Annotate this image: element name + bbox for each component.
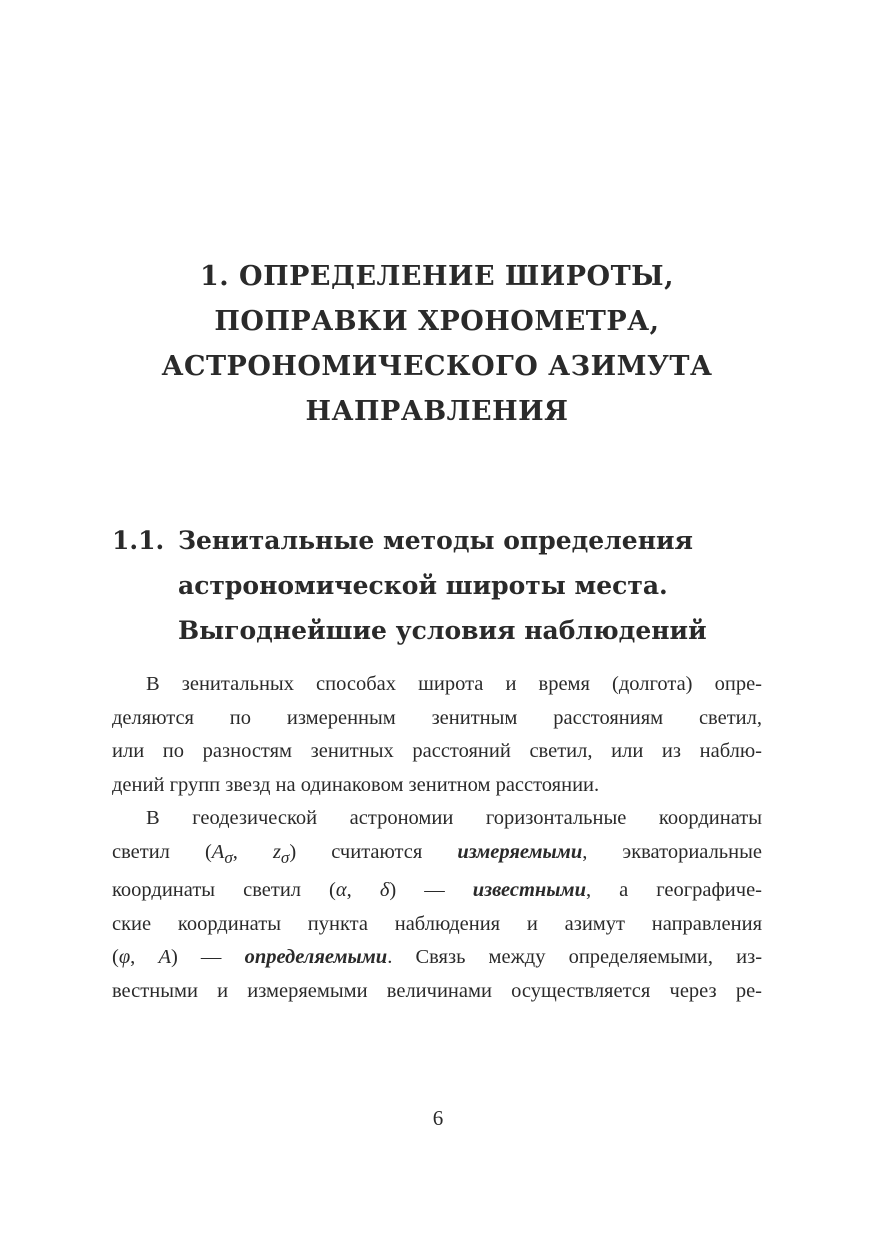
text-line: [112, 874, 762, 908]
chapter-title-line: АСТРОНОМИЧЕСКОГО АЗИМУТА: [161, 351, 713, 382]
paragraph: [112, 668, 762, 802]
math-symbol: A: [211, 840, 225, 863]
text-run: ) считаются: [289, 840, 458, 863]
text-line: В зенитальных способах широта и время (долгота) опре-: [146, 673, 762, 695]
text-run: . Связь между определяемыми, из-: [387, 946, 763, 969]
text-line: ские координаты пункта наблюдения и азимут направления: [112, 912, 762, 935]
emphasized-term: известными: [472, 879, 586, 902]
text-run: , а географиче-: [585, 879, 762, 902]
math-symbol: φ: [118, 946, 131, 969]
section-title-line: Выгоднейшие условия наблюдений: [178, 616, 707, 645]
text-line: В геодезической астрономии горизонтальные координаты: [146, 807, 762, 829]
text-run: ) —: [170, 946, 245, 969]
text-run: ,: [130, 946, 159, 969]
text-run: , экваториальные: [582, 840, 762, 863]
section-title-line: астрономической широты места.: [178, 571, 668, 600]
math-symbol: z: [272, 840, 281, 863]
math-subscript: σ: [224, 847, 233, 867]
text-line: деляются по измеренным зенитным расстояниям светил,: [112, 706, 762, 729]
section-number: 1.1.: [112, 526, 165, 555]
section-title-line: Зенитальные методы определения: [178, 526, 694, 555]
chapter-title: [110, 254, 764, 434]
text-run: ,: [346, 879, 380, 902]
math-symbol: α: [335, 879, 347, 902]
chapter-title-line: НАПРАВЛЕНИЯ: [305, 396, 569, 427]
text-run: (: [112, 946, 119, 969]
emphasized-term: определяемыми: [244, 946, 388, 969]
text-run: ,: [232, 840, 273, 863]
math-symbol: A: [158, 946, 171, 969]
emphasized-term: измеряемыми: [457, 840, 583, 863]
chapter-title-line: 1. ОПРЕДЕЛЕНИЕ ШИРОТЫ,: [199, 261, 675, 292]
text-line: [112, 836, 762, 875]
text-run: ) —: [389, 879, 473, 902]
text-line: [112, 941, 762, 975]
body-text: [112, 668, 762, 1008]
page-number: 6: [432, 1106, 444, 1130]
text-line: или по разностям зенитных расстояний светил, или из наблю-: [112, 740, 762, 762]
math-symbol: δ: [379, 879, 390, 902]
chapter-title-line: ПОПРАВКИ ХРОНОМЕТРА,: [214, 306, 660, 337]
paragraph: [112, 802, 762, 1008]
text-line: вестными и измеряемыми величинами осуществляется через ре-: [112, 979, 762, 1002]
math-subscript: σ: [280, 847, 290, 867]
text-line: дений групп звезд на одинаковом зенитном расстоянии.: [112, 773, 600, 796]
text-run: координаты светил (: [112, 879, 336, 902]
text-run: светил (: [112, 840, 212, 863]
